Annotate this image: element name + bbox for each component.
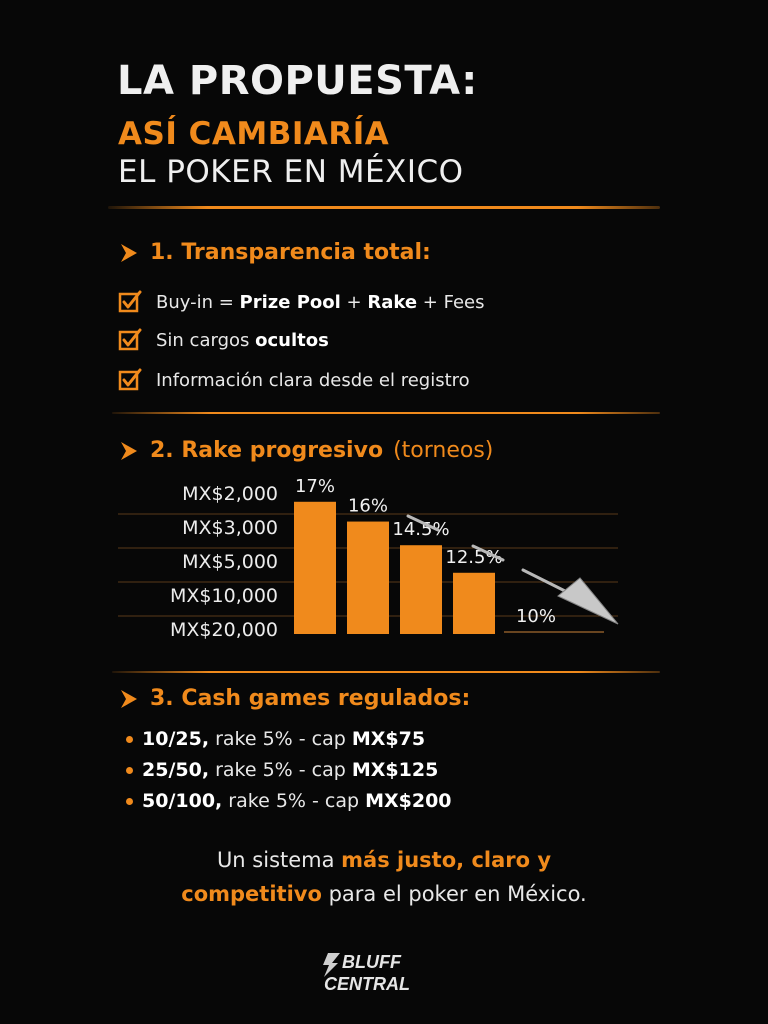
bullet-icon [126, 767, 133, 774]
category-label: MX$2,000 [182, 483, 278, 505]
section-3-title: 3. Cash games regulados: [150, 686, 471, 711]
logo-line-1: BLUFF [342, 952, 401, 972]
check-item-1-text: Buy-in = Prize Pool + Rake + Fees [156, 291, 485, 313]
chevron-right-icon [118, 688, 140, 710]
section-2-title: 2. Rake progresivo [150, 438, 384, 463]
section-2-suffix: (torneos) [393, 438, 494, 463]
checkbox-checked-icon [118, 290, 142, 314]
subtitle-highlight: ASÍ CAMBIARÍA [118, 116, 390, 152]
section-2-heading [118, 438, 493, 463]
chevron-right-icon [118, 440, 140, 462]
divider-2 [112, 671, 660, 673]
cash-item-2-text: 25/50, rake 5% - cap MX$125 [142, 759, 439, 781]
cash-item-3 [126, 790, 452, 812]
value-label: 17% [294, 478, 336, 497]
value-label: 12.5% [445, 546, 503, 568]
value-label: 14.5% [392, 519, 450, 541]
category-label: MX$3,000 [182, 517, 278, 539]
page-title: LA PROPUESTA: [117, 58, 478, 104]
bullet-icon [126, 736, 133, 743]
bar [347, 522, 389, 634]
cash-item-2 [126, 759, 438, 781]
section-1-heading [118, 240, 431, 265]
trend-arrow-head [558, 578, 618, 624]
cash-item-1-text: 10/25, rake 5% - cap MX$75 [142, 728, 426, 750]
category-label: MX$5,000 [182, 551, 278, 573]
value-label: 16% [347, 495, 389, 517]
check-item-1 [118, 290, 484, 314]
bullet-icon [126, 798, 133, 805]
cash-item-3-text: 50/100, rake 5% - cap MX$200 [142, 790, 452, 812]
closing-line-2: competitivo para el poker en México. [181, 882, 587, 906]
checkbox-checked-icon [118, 328, 142, 352]
category-label: MX$20,000 [170, 619, 278, 641]
bar [453, 573, 495, 634]
divider-top [108, 206, 660, 209]
checkbox-checked-icon [118, 368, 142, 392]
closing-line-1: Un sistema más justo, claro y [216, 848, 552, 872]
rake-chart-svg [118, 478, 638, 658]
section-1-title: 1. Transparencia total: [150, 240, 431, 265]
category-label: MX$10,000 [170, 585, 278, 607]
cash-item-1 [126, 728, 425, 750]
divider-1 [112, 412, 660, 414]
value-label: 10% [515, 606, 557, 627]
logo-line-2: CENTRAL [324, 974, 410, 994]
section-3-heading [118, 686, 470, 711]
check-item-2 [118, 328, 329, 352]
check-item-3 [118, 368, 470, 392]
bar [400, 545, 442, 634]
bluff-central-logo [320, 950, 460, 994]
bar [294, 502, 336, 634]
check-item-2-text: Sin cargos ocultos [156, 329, 329, 351]
rake-chart [118, 478, 638, 658]
chevron-right-icon [118, 242, 140, 264]
subtitle: EL POKER EN MÉXICO [118, 154, 464, 190]
check-item-3-text: Información clara desde el registro [156, 369, 470, 391]
